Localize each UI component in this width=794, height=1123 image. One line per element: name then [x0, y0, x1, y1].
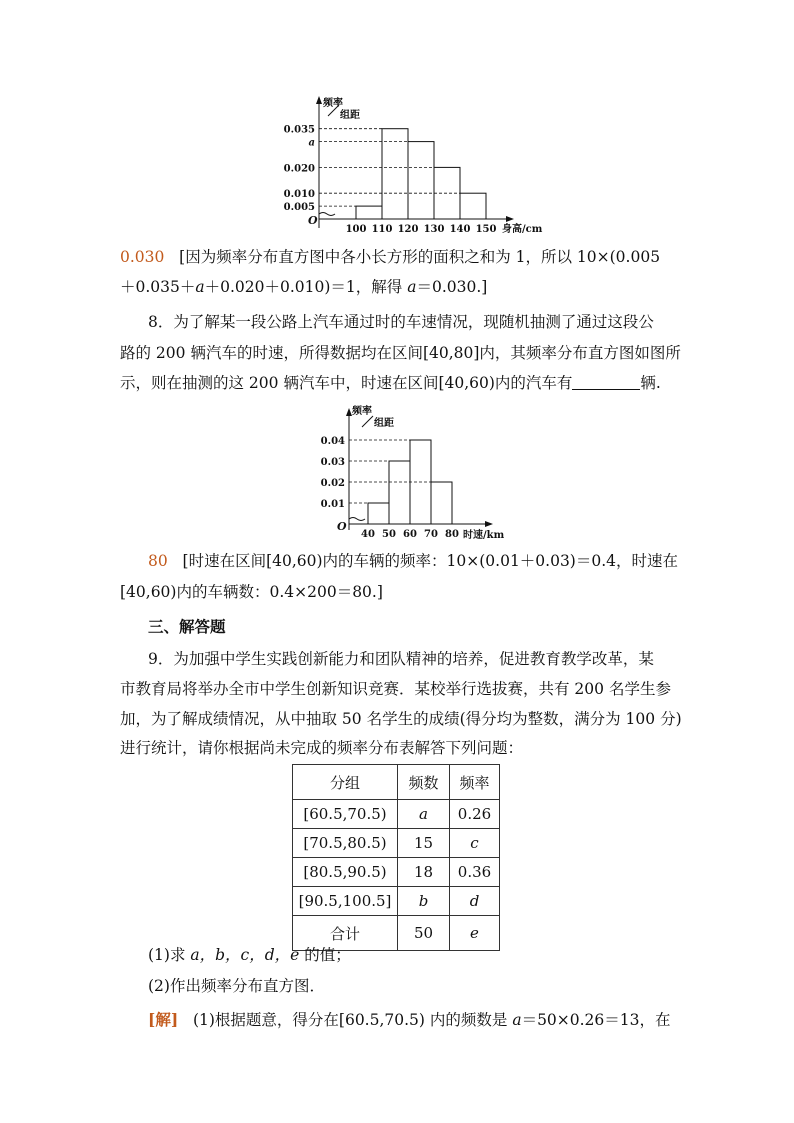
var-a: a: [407, 278, 417, 296]
answer-7-text: ＋0.020＋0.010)＝1，解得: [204, 278, 408, 296]
y-tick-label: 0.035: [283, 124, 315, 136]
question-9-line-3: 加，为了解成绩情况，从中抽取 50 名学生的成绩(得分均为整数，满分为 100 分): [120, 710, 682, 728]
histogram-bar: [368, 503, 389, 524]
table-cell: [80.5,90.5): [293, 858, 398, 887]
table-header: 频数: [398, 765, 450, 800]
table-cell: [70.5,80.5): [293, 829, 398, 858]
question-9-line-2: 市教育局将举办全市中学生创新知识竞赛．某校举行选拔赛，共有 200 名学生参: [120, 680, 671, 698]
table-row: [293, 800, 500, 829]
table-cell: b: [398, 887, 450, 916]
y-tick-label: 0.020: [283, 163, 315, 175]
y-tick-label: 0.005: [283, 202, 315, 214]
x-tick-label: 40: [361, 529, 375, 540]
table-row: [293, 829, 500, 858]
ylabel-bottom: 组距: [340, 110, 360, 121]
y-tick-label: 0.01: [320, 499, 345, 510]
y-tick-label: 0.04: [320, 436, 345, 447]
table-cell: [90.5,100.5]: [293, 887, 398, 916]
answer-8-explanation-1: [时速在区间[40,60)内的车辆的频率：10×(0.01＋0.03)＝0.4，时速在: [182, 552, 679, 570]
x-tick-label: 60: [403, 529, 417, 540]
var-a: a: [195, 278, 205, 296]
x-tick-label: 50: [382, 529, 396, 540]
histogram-bar: [389, 461, 410, 524]
solution-tag: [解]: [148, 1010, 179, 1029]
question-9-line-1: 9．为加强中学生实践创新能力和团队精神的培养，促进教育教学改革，某: [148, 650, 654, 668]
question-8-line-2: 路的 200 辆汽车的时速，所得数据均在区间[40,80]内，其频率分布直方图如图所: [120, 344, 681, 362]
table-cell: c: [450, 829, 500, 858]
origin-label: O: [308, 214, 318, 227]
x-tick-label: 70: [424, 529, 438, 540]
answer-8-line-2: [40,60)内的车辆数：0.4×200＝80.]: [120, 583, 383, 601]
y-tick-label: a: [308, 137, 315, 149]
x-tick-label: 140: [449, 224, 471, 235]
frequency-table: [292, 764, 500, 951]
table-header-row: [293, 765, 500, 800]
ylabel-top: 频率: [352, 406, 372, 417]
x-axis-label: 时速/km: [463, 530, 505, 541]
answer-7-text: ＋0.035＋: [120, 278, 196, 296]
ylabel-slash: [362, 416, 373, 427]
section-heading: 三、解答题: [148, 617, 226, 636]
x-tick-label: 130: [423, 224, 445, 235]
solution-text: ＝50×0.26＝13，在: [521, 1011, 671, 1029]
y-tick-label: 0.010: [283, 189, 315, 201]
question-8-text: 示，则在抽测的这 200 辆汽车中，时速在区间[40,60)内的汽车有: [120, 374, 573, 392]
x-tick-label: 150: [475, 224, 497, 235]
variables-list: a，b，c，d，e: [190, 946, 300, 964]
table-cell: 50: [398, 916, 450, 951]
question-9-text: 的值；: [299, 946, 351, 964]
y-tick-label: 0.03: [320, 457, 345, 468]
x-tick-label: 100: [345, 224, 367, 235]
answer-7-value: 0.030: [120, 248, 165, 266]
solution-text: (1)根据题意，得分在[60.5,70.5) 内的频数是: [192, 1011, 513, 1029]
table-cell: 0.26: [450, 800, 500, 829]
table-row: [293, 858, 500, 887]
speed-histogram: [0, 0, 794, 560]
table-header: 频率: [450, 765, 500, 800]
question-9-line-4: 进行统计，请你根据尚未完成的频率分布表解答下列问题：: [120, 739, 524, 757]
origin-label: O: [337, 520, 347, 533]
x-axis-label: 身高/cm: [502, 224, 543, 235]
table-cell: 18: [398, 858, 450, 887]
question-9-sub-1: [148, 945, 351, 965]
ylabel-top: 频率: [323, 98, 343, 109]
table-cell: 合计: [293, 916, 398, 951]
question-9-sub-2: (2)作出频率分布直方图．: [148, 977, 325, 995]
answer-8-line-1: [148, 551, 678, 571]
answer-7-text: ＝0.030.]: [416, 278, 488, 296]
table-cell: [60.5,70.5): [293, 800, 398, 829]
question-8-line-1: 8．为了解某一段公路上汽车通过时的车速情况，现随机抽测了通过这段公: [148, 313, 654, 331]
table-cell: e: [450, 916, 500, 951]
ylabel-bottom: 组距: [374, 418, 394, 429]
var-a: a: [512, 1011, 522, 1029]
table-cell: 15: [398, 829, 450, 858]
table-cell: 0.36: [450, 858, 500, 887]
histogram-bar: [431, 482, 452, 524]
table-cell: d: [450, 887, 500, 916]
answer-8-value: 80: [148, 552, 168, 570]
table-row: [293, 887, 500, 916]
y-tick-label: 0.02: [320, 478, 345, 489]
x-axis-arrow: [485, 521, 493, 527]
x-tick-label: 120: [397, 224, 419, 235]
question-9-text: (1)求: [148, 946, 191, 964]
x-tick-label: 80: [445, 529, 459, 540]
table-header: 分组: [293, 765, 398, 800]
x-tick-label: 110: [371, 224, 393, 235]
answer-7-explanation-1: [因为频率分布直方图中各小长方形的面积之和为 1，所以 10×(0.005: [179, 248, 661, 266]
table-cell: a: [398, 800, 450, 829]
axis-break: [349, 518, 365, 521]
question-8-text: 辆.: [640, 374, 661, 392]
solution-line-1: [148, 1010, 671, 1030]
